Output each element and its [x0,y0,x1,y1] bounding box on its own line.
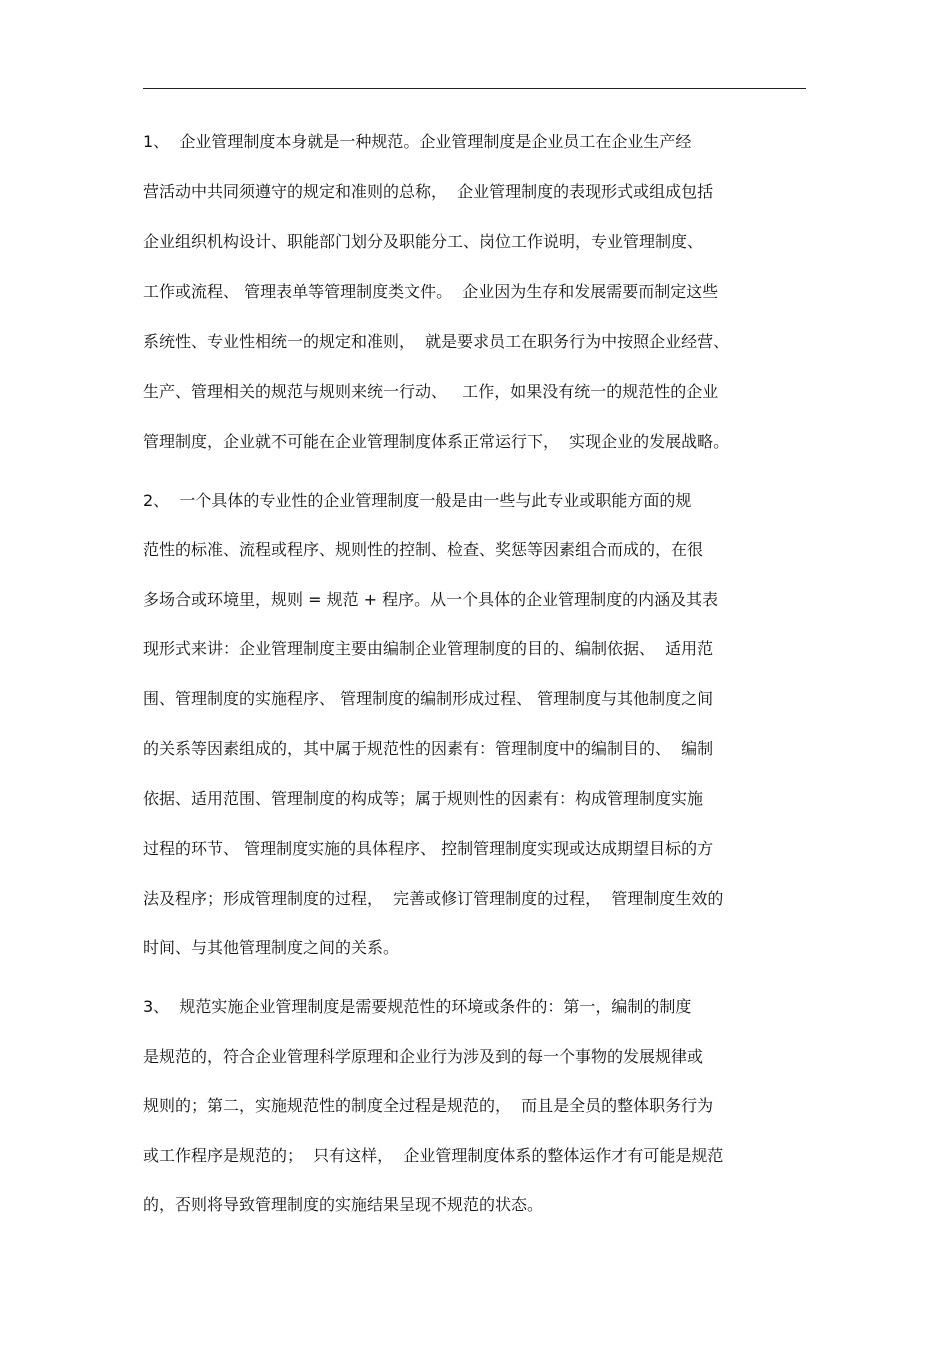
paragraph-1-line-2: 营活动中共同须遵守的规定和准则的总称， 企业管理制度的表现形式或组成包括 [143,182,714,201]
paragraph-2-line-5: 围、管理制度的实施程序、 管理制度的编制形成过程、 管理制度与其他制度之间 [143,689,714,708]
paragraph-1-line-4: 工作或流程、 管理表单等管理制度类文件。 企业因为生存和发展需要而制定这些 [143,282,719,301]
paragraph-2-line-1: 2、 一个具体的专业性的企业管理制度一般是由一些与此专业或职能方面的规 [143,491,692,510]
paragraph-1-line-1: 1、 企业管理制度本身就是一种规范。企业管理制度是企业员工在企业生产经 [143,132,692,151]
paragraph-1-line-7: 管理制度，企业就不可能在企业管理制度体系正常运行下， 实现企业的发展战略。 [143,432,730,451]
header-rule [143,88,806,89]
paragraph-2-line-4: 现形式来讲：企业管理制度主要由编制企业管理制度的目的、编制依据、 适用范 [143,639,714,658]
paragraph-2-line-2: 范性的标准、流程或程序、规则性的控制、检查、奖惩等因素组合而成的，在很 [143,540,704,559]
paragraph-3-line-3: 规则的；第二，实施规范性的制度全过程是规范的， 而且是全员的整体职务行为 [143,1096,714,1115]
paragraph-2-line-10: 时间、与其他管理制度之间的关系。 [143,938,400,957]
paragraph-3-line-5: 的，否则将导致管理制度的实施结果呈现不规范的状态。 [143,1195,544,1214]
paragraph-1-line-5: 系统性、专业性相统一的规定和准则， 就是要求员工在职务行为中按照企业经营、 [143,332,730,351]
paragraph-2-line-9: 法及程序；形成管理制度的过程， 完善或修订管理制度的过程， 管理制度生效的 [143,889,724,908]
paragraph-3-line-2: 是规范的，符合企业管理科学原理和企业行为涉及到的每一个事物的发展规律或 [143,1047,704,1066]
paragraph-2-line-7: 依据、适用范围、管理制度的构成等；属于规则性的因素有：构成管理制度实施 [143,789,704,808]
paragraph-3-line-4: 或工作程序是规范的； 只有这样， 企业管理制度体系的整体运作才有可能是规范 [143,1146,724,1165]
paragraph-3-line-1: 3、 规范实施企业管理制度是需要规范性的环境或条件的：第一，编制的制度 [143,997,692,1016]
paragraph-1-line-3: 企业组织机构设计、职能部门划分及职能分工、岗位工作说明，专业管理制度、 [143,232,704,251]
paragraph-2-line-8: 过程的环节、 管理制度实施的具体程序、 控制管理制度实现或达成期望目标的方 [143,839,714,858]
paragraph-2-line-6: 的关系等因素组成的，其中属于规范性的因素有：管理制度中的编制目的、 编制 [143,739,714,758]
paragraph-1-line-6: 生产、管理相关的规范与规则来统一行动、 工作，如果没有统一的规范性的企业 [143,382,719,401]
paragraph-2-line-3: 多场合或环境里，规则 = 规范 + 程序。从一个具体的企业管理制度的内涵及其表 [143,590,719,609]
